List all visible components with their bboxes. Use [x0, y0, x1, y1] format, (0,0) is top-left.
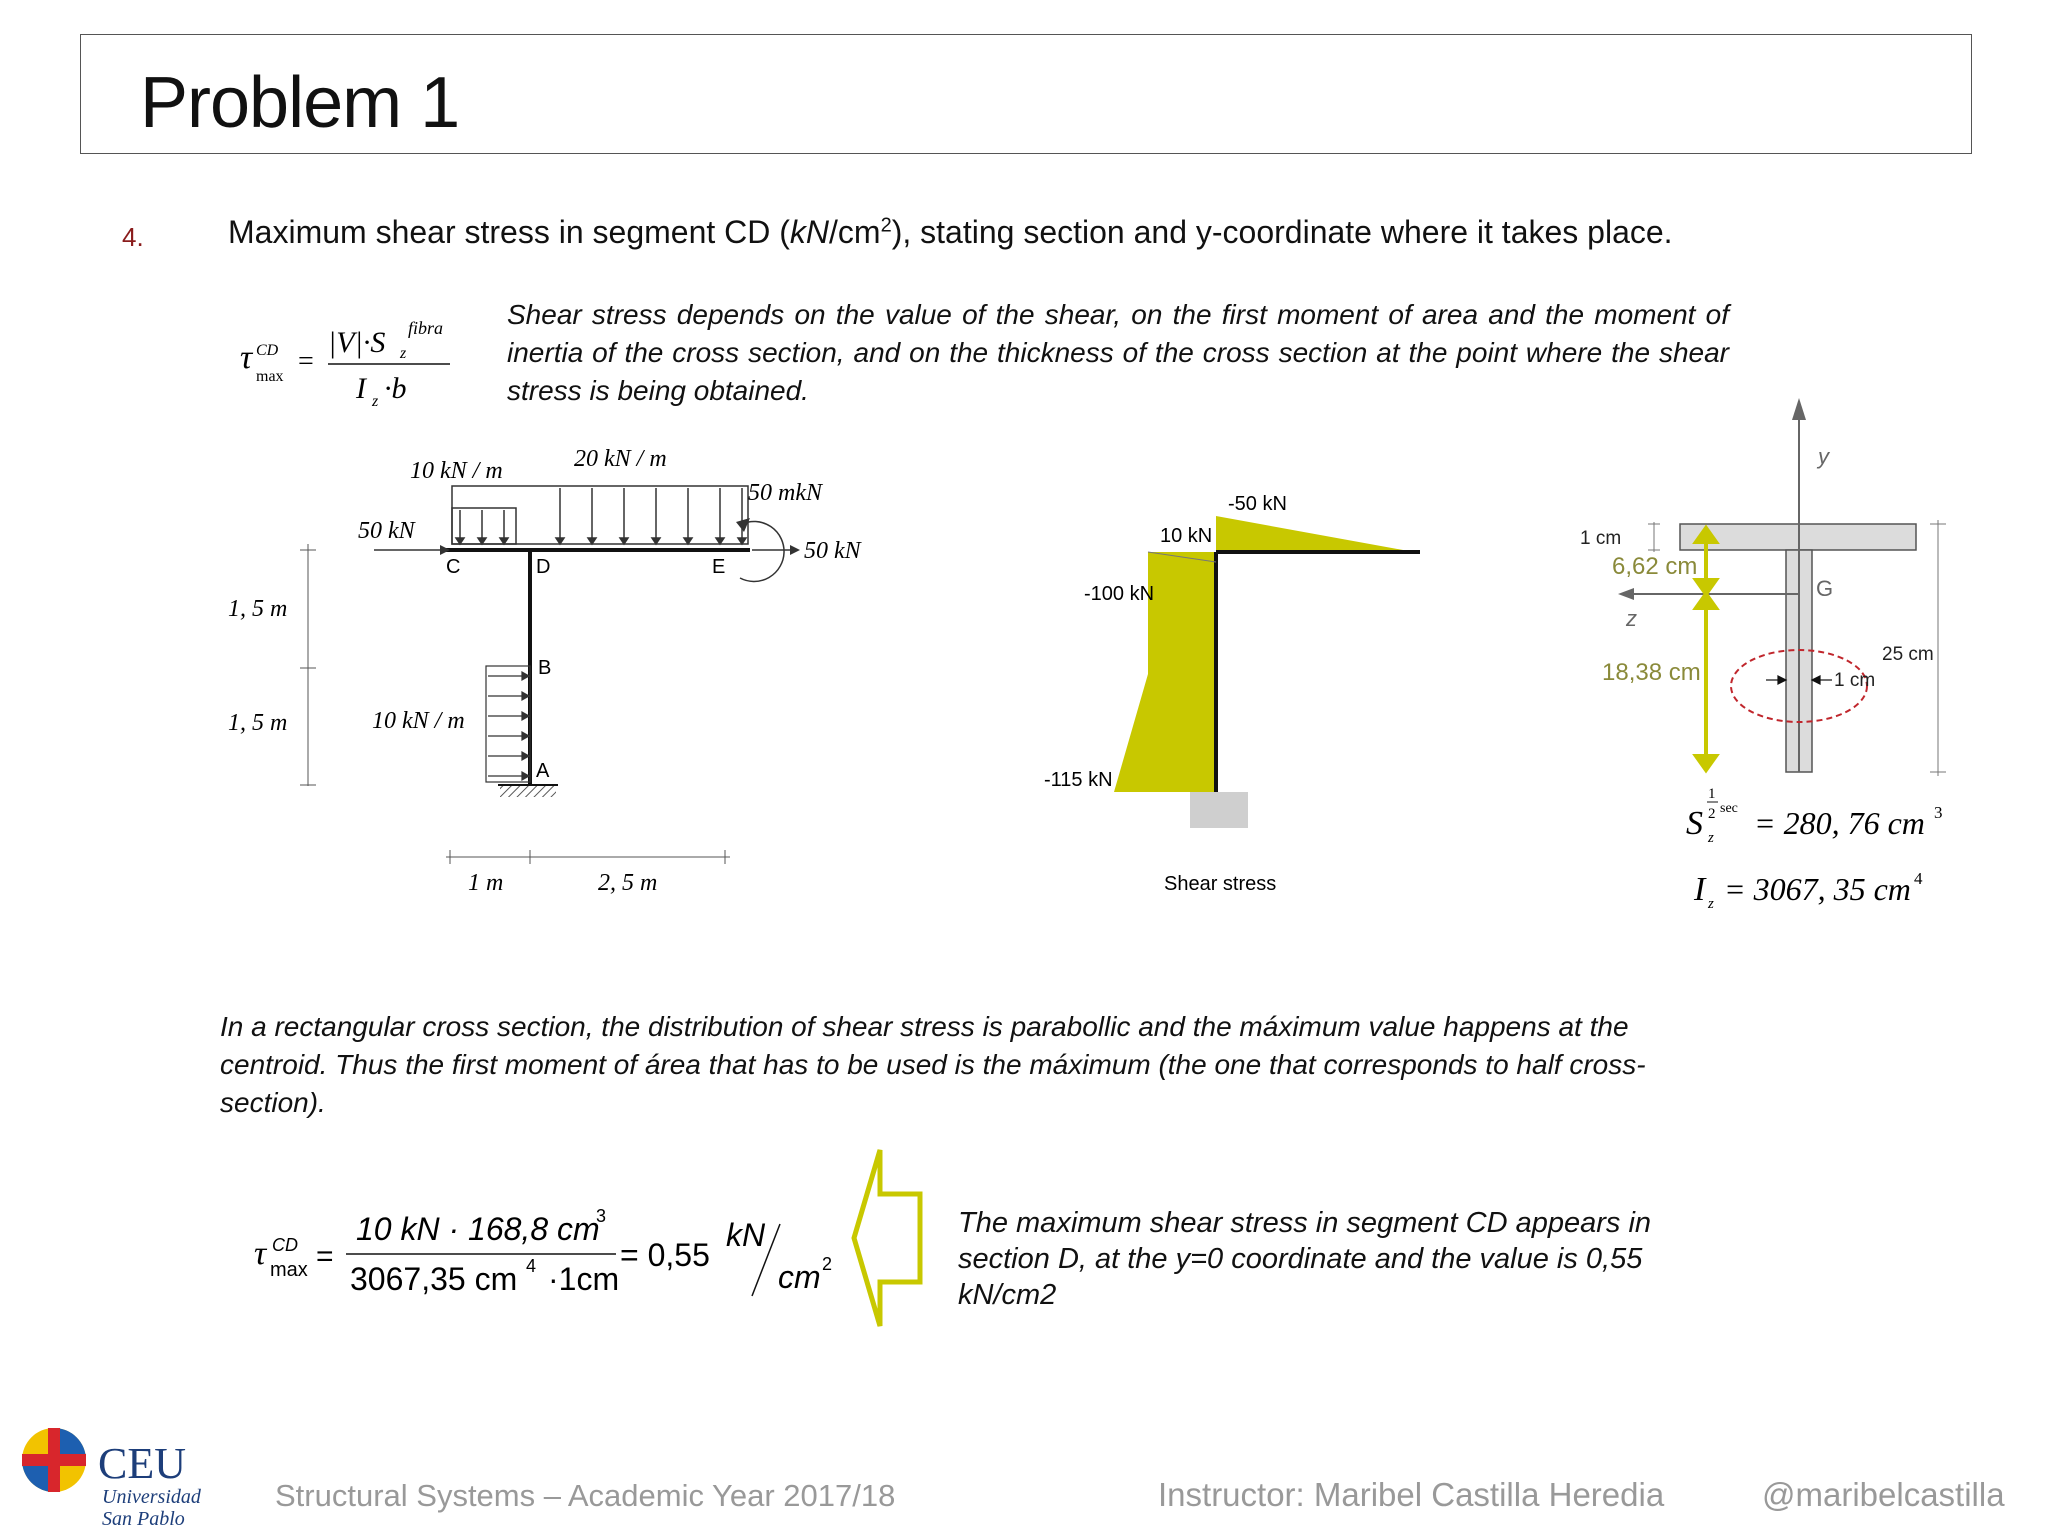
result-formula — [250, 1196, 850, 1306]
svg-text:4: 4 — [1914, 869, 1923, 888]
svg-text:2: 2 — [822, 1254, 833, 1274]
result-value: = 0,55 — [620, 1237, 710, 1273]
dist-bottom-label: 18,38 cm — [1602, 659, 1701, 686]
svg-text:τ: τ — [254, 1235, 267, 1272]
ceu-logo-sub2: San Pablo — [102, 1508, 185, 1530]
ceu-logo-icon — [20, 1426, 92, 1498]
dim-lower: 1, 5 m — [228, 710, 288, 736]
svg-text:CD: CD — [272, 1235, 298, 1255]
inertia-value: = 3067, 35 cm — [1724, 871, 1911, 907]
axis-z-label: z — [1626, 606, 1637, 631]
shear-area-beam — [1216, 516, 1414, 552]
svg-text:3: 3 — [1934, 803, 1943, 822]
first-moment-value: = 280, 76 cm — [1754, 805, 1925, 841]
svg-text:|V|·S: |V|·S — [328, 326, 386, 359]
question-number: 4. — [122, 222, 144, 252]
ceu-logo-sub1: Universidad — [102, 1486, 201, 1508]
load-arrows — [456, 488, 746, 544]
shear-label-top-right: -50 kN — [1228, 493, 1287, 515]
left-arrow-icon — [850, 1146, 930, 1330]
tau-symbol: τ — [240, 339, 253, 376]
yellow-dim-arrows — [1696, 528, 1716, 770]
shear-diagram — [1030, 480, 1450, 910]
svg-text:3: 3 — [596, 1206, 607, 1226]
svg-text:max: max — [270, 1259, 308, 1281]
web-thickness-label: 1 cm — [1834, 670, 1876, 691]
fixed-support — [500, 785, 556, 797]
dim-horiz-1: 1 m — [468, 870, 504, 896]
svg-text:CD: CD — [256, 342, 279, 359]
svg-text:S: S — [1686, 805, 1703, 842]
section-properties — [1680, 770, 1980, 920]
column-load-arrows — [488, 672, 529, 780]
svg-text:10 kN · 168,8 cm: 10 kN · 168,8 cm — [356, 1211, 600, 1247]
frame-diagram — [220, 440, 900, 910]
conclusion-text: The maximum shear stress in segment CD appears in section D, at the y=0 coordinate and the value is 0,55 kN/cm2 — [958, 1207, 1652, 1311]
shear-label-top-left: 10 kN — [1160, 525, 1213, 547]
question-text: Maximum shear stress in segment CD $(kN/cm^2)$, stating section and y-coordinate where it takes place. — [228, 214, 1673, 250]
force-right-label: 50 kN — [804, 538, 861, 564]
svg-text:z: z — [372, 393, 379, 410]
force-left-label: 50 kN — [358, 518, 415, 544]
dist-top-label: 6,62 cm — [1612, 553, 1698, 580]
svg-text:sec: sec — [1720, 801, 1738, 816]
load-right-label: 20 kN / m — [574, 446, 667, 472]
svg-text:·b: ·b — [384, 372, 407, 405]
svg-text:z: z — [1708, 896, 1714, 912]
flange-thickness-label: 1 cm — [1580, 528, 1622, 549]
height-label: 25 cm — [1882, 644, 1934, 665]
footer-instructor: Instructor: Maribel Castilla Heredia — [1158, 1476, 1665, 1513]
dim-horiz-2: 2, 5 m — [598, 870, 658, 896]
svg-text:=: = — [316, 1240, 334, 1273]
footer-course: Structural Systems – Academic Year 2017/18 — [275, 1478, 896, 1513]
node-b: B — [538, 657, 552, 679]
svg-text:4: 4 — [526, 1256, 537, 1276]
svg-text:z: z — [1708, 830, 1714, 846]
svg-text:·1cm: ·1cm — [548, 1261, 620, 1297]
centroid-label: G — [1816, 576, 1834, 601]
ceu-logo-name: CEU — [98, 1439, 186, 1488]
centroid-paragraph: In a rectangular cross section, the distribution of shear stress is parabollic and the máximum value happens at the centroid. Thus the first moment of área that has to be used is the máximum (the one that corresponds to half cross-section). — [220, 1011, 1646, 1118]
svg-text:fibra: fibra — [408, 318, 444, 338]
shear-formula — [232, 300, 462, 415]
moment-label: 50 mkN — [748, 480, 822, 506]
explanation-paragraph: Shear stress depends on the value of the shear, on the first moment of area and the moment of inertia of the cross section, and on the thickness of the cross section at the point where the shear stress is being obtained. — [507, 299, 1729, 406]
svg-text:max: max — [256, 368, 284, 385]
svg-text:=: = — [298, 346, 314, 377]
svg-text:cm: cm — [778, 1259, 821, 1295]
svg-text:I: I — [356, 372, 366, 405]
svg-text:z: z — [400, 345, 407, 362]
svg-text:1: 1 — [1708, 786, 1716, 802]
node-c: C — [446, 556, 461, 578]
dim-upper: 1, 5 m — [228, 596, 288, 622]
shear-label-mid: -100 kN — [1084, 583, 1155, 605]
svg-text:3067,35 cm: 3067,35 cm — [350, 1261, 518, 1297]
page-title: Problem 1 — [140, 63, 460, 143]
load-left-label: 10 kN / m — [410, 458, 503, 484]
svg-text:I: I — [1694, 871, 1706, 908]
shear-label-bottom: -115 kN — [1044, 769, 1113, 791]
node-a: A — [536, 760, 550, 782]
axis-y-label: y — [1818, 444, 1829, 469]
svg-text:kN: kN — [726, 1217, 766, 1253]
footer-handle: @maribelcastilla — [1762, 1476, 2005, 1513]
shear-caption: Shear stress — [1164, 873, 1277, 895]
node-d: D — [536, 556, 551, 578]
svg-text:2: 2 — [1708, 806, 1716, 822]
load-right-box — [452, 486, 748, 544]
node-e: E — [712, 556, 726, 578]
column-load-label: 10 kN / m — [372, 708, 465, 734]
